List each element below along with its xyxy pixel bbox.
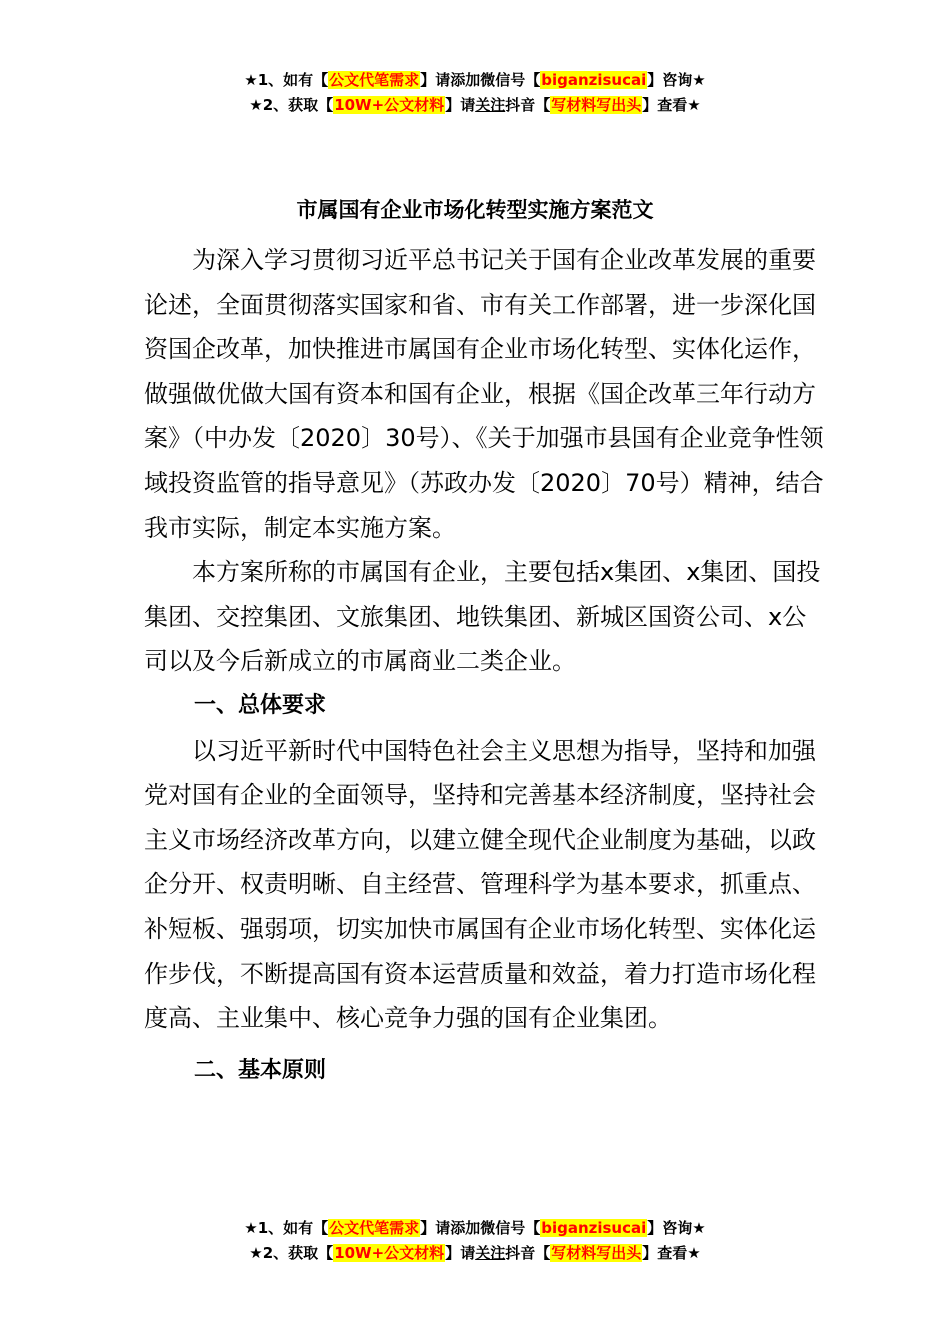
douyin-id-highlight: 写材料写出头 — [551, 96, 642, 114]
promo-text: ★2、获取【 — [249, 96, 334, 114]
paragraph: 本方案所称的市属国有企业，主要包括x集团、x集团、国投集团、交控集团、文旅集团、地铁集团、新城区国资公司、x公司以及今后新成立的市属商业二类企业。 — [144, 558, 821, 676]
promo-text: ★1、如有【 — [244, 1219, 329, 1237]
promo-line-1 — [0, 68, 950, 93]
promo-text: 】请 — [445, 96, 476, 114]
promo-line-2 — [0, 1241, 950, 1266]
promo-text: 】查看★ — [642, 1244, 701, 1262]
promo-text: ★1、如有【 — [244, 71, 329, 89]
promo-text: ★2、获取【 — [249, 1244, 334, 1262]
promo-text: 】咨询★ — [647, 1219, 706, 1237]
promo-text: 】请添加微信号【 — [420, 71, 541, 89]
document-body — [144, 238, 824, 1093]
promo-highlight: 10W+公文材料 — [334, 96, 445, 114]
paragraph: 为深入学习贯彻习近平总书记关于国有企业改革发展的重要论述，全面贯彻落实国家和省、市有关工作部署，进一步深化国资国企改革，加快推进市属国有企业市场化转型、实体化运作，做强做优做大国有资本和国有企业，根据《国企改革三年行动方案》（中办发〔2020〕30号）、《关于加强市县国有企业竞争性领域投资监管的指导意见》（苏政办发〔2020〕70号）精神，结合我市实际，制定本实施方案。 — [144, 246, 824, 542]
promo-highlight: 公文代笔需求 — [329, 1219, 420, 1237]
bottom-promo-banner — [0, 1216, 950, 1266]
promo-text: 】请 — [445, 1244, 476, 1262]
promo-text: 】咨询★ — [647, 71, 706, 89]
paragraph: 以习近平新时代中国特色社会主义思想为指导，坚持和加强党对国有企业的全面领导，坚持和完善基本经济制度，坚持社会主义市场经济改革方向，以建立健全现代企业制度为基础，以政企分开、权责明晰、自主经营、管理科学为基本要求，抓重点、补短板、强弱项，切实加快市属国有企业市场化转型、实体化运作步伐，不断提高国有资本运营质量和效益，着力打造市场化程度高、主业集中、核心竞争力强的国有企业集团。 — [144, 736, 816, 1033]
promo-text: 抖音【 — [505, 96, 551, 114]
wechat-id-highlight: biganzisucai — [541, 71, 647, 89]
promo-text: 】请添加微信号【 — [420, 1219, 541, 1237]
promo-highlight: 10W+公文材料 — [334, 1244, 445, 1262]
promo-text: 抖音【 — [505, 1244, 551, 1262]
section-heading: 一、总体要求 — [194, 692, 327, 718]
promo-text: 】查看★ — [642, 96, 701, 114]
wechat-id-highlight: biganzisucai — [541, 1219, 647, 1237]
douyin-id-highlight: 写材料写出头 — [551, 1244, 642, 1262]
top-promo-banner — [0, 68, 950, 118]
promo-line-2 — [0, 93, 950, 118]
promo-line-1 — [0, 1216, 950, 1241]
promo-underlined: 关注 — [475, 96, 506, 114]
document-title: 市属国有企业市场化转型实施方案范文 — [296, 198, 654, 222]
section-heading: 二、基本原则 — [194, 1057, 327, 1083]
promo-underlined: 关注 — [475, 1244, 506, 1262]
promo-highlight: 公文代笔需求 — [329, 71, 420, 89]
